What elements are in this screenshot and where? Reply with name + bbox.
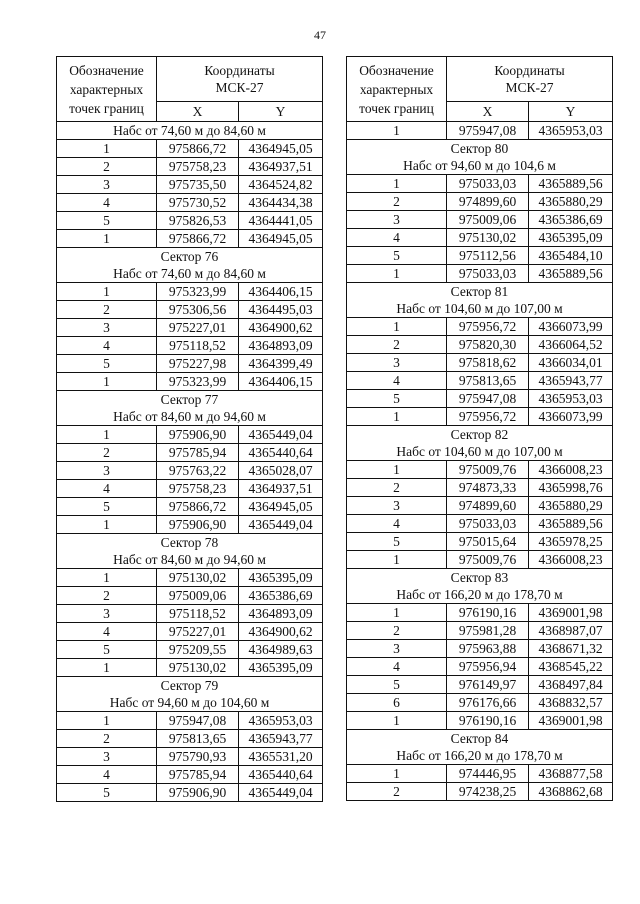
point-number-cell: 5 [347, 533, 447, 551]
height-range-row [57, 122, 323, 140]
point-number-cell: 1 [57, 712, 157, 730]
y-coordinate-cell: 4364900,62 [239, 623, 323, 641]
sector-title: Сектор 76 [57, 248, 323, 266]
x-coordinate-cell: 975813,65 [157, 730, 239, 748]
table-row [347, 497, 613, 515]
point-number-cell: 1 [347, 604, 447, 622]
y-coordinate-cell: 4365440,64 [239, 766, 323, 784]
sector-title-row [57, 391, 323, 409]
table-row [57, 444, 323, 462]
table-row [57, 730, 323, 748]
height-range-row [57, 408, 323, 426]
table-row [57, 748, 323, 766]
point-number-cell: 5 [57, 784, 157, 802]
x-coordinate-cell: 975906,90 [157, 784, 239, 802]
x-coordinate-cell: 976190,16 [447, 604, 529, 622]
point-number-cell: 1 [347, 408, 447, 426]
table-row [347, 694, 613, 712]
table-row [347, 551, 613, 569]
table-row [57, 516, 323, 534]
point-number-cell: 3 [57, 605, 157, 623]
y-coordinate-cell: 4365028,07 [239, 462, 323, 480]
height-range-row [347, 300, 613, 318]
point-number-cell: 4 [57, 766, 157, 784]
header-designation [347, 57, 447, 122]
point-number-cell: 3 [347, 354, 447, 372]
height-range-row [347, 443, 613, 461]
y-coordinate-cell: 4368877,58 [529, 765, 613, 783]
header-designation [57, 57, 157, 122]
header-y: Y [239, 102, 323, 122]
y-coordinate-cell: 4365978,25 [529, 533, 613, 551]
table-row [57, 712, 323, 730]
point-number-cell: 2 [347, 783, 447, 801]
height-range-row [57, 551, 323, 569]
point-number-cell: 6 [347, 694, 447, 712]
y-coordinate-cell: 4365943,77 [529, 372, 613, 390]
x-coordinate-cell: 975813,65 [447, 372, 529, 390]
point-number-cell: 1 [57, 283, 157, 301]
table-row [57, 659, 323, 677]
table-row [347, 193, 613, 211]
header-coordinates-line: Координаты [494, 63, 565, 78]
y-coordinate-cell: 4364893,09 [239, 605, 323, 623]
header-designation-line: точек границ [359, 100, 434, 116]
y-coordinate-cell: 4364441,05 [239, 212, 323, 230]
y-coordinate-cell: 4364524,82 [239, 176, 323, 194]
sector-title-row [347, 140, 613, 158]
x-coordinate-cell: 974899,60 [447, 497, 529, 515]
x-coordinate-cell: 975118,52 [157, 605, 239, 623]
header-coordinates-line: МСК-27 [215, 80, 264, 95]
point-number-cell: 5 [347, 247, 447, 265]
sector-title-row [347, 569, 613, 587]
table-row [57, 480, 323, 498]
y-coordinate-cell: 4365449,04 [239, 426, 323, 444]
table-row [57, 337, 323, 355]
sector-title: Сектор 77 [57, 391, 323, 409]
point-number-cell: 4 [57, 480, 157, 498]
x-coordinate-cell: 975785,94 [157, 766, 239, 784]
table-row [57, 462, 323, 480]
table-row [347, 712, 613, 730]
table-row [347, 229, 613, 247]
height-range-row [347, 157, 613, 175]
table-row [57, 373, 323, 391]
x-coordinate-cell: 975785,94 [157, 444, 239, 462]
sector-title: Сектор 83 [347, 569, 613, 587]
x-coordinate-cell: 975009,76 [447, 461, 529, 479]
y-coordinate-cell: 4365953,03 [529, 122, 613, 140]
point-number-cell: 1 [57, 426, 157, 444]
table-row [57, 176, 323, 194]
x-coordinate-cell: 975947,08 [447, 122, 529, 140]
x-coordinate-cell: 975820,30 [447, 336, 529, 354]
table-row [57, 230, 323, 248]
table-row [347, 122, 613, 140]
y-coordinate-cell: 4365889,56 [529, 265, 613, 283]
table-row [57, 784, 323, 802]
height-range-label: Набс от 104,60 м до 107,00 м [347, 300, 613, 318]
header-designation-line: точек границ [69, 100, 144, 116]
coordinates-table-right [346, 56, 613, 801]
table-row [57, 498, 323, 516]
header-designation-line: характерных [359, 81, 434, 97]
point-number-cell: 4 [57, 623, 157, 641]
y-coordinate-cell: 4365998,76 [529, 479, 613, 497]
y-coordinate-cell: 4365943,77 [239, 730, 323, 748]
table-row [347, 640, 613, 658]
x-coordinate-cell: 974238,25 [447, 783, 529, 801]
point-number-cell: 2 [347, 479, 447, 497]
sector-title-row [57, 248, 323, 266]
point-number-cell: 5 [57, 355, 157, 373]
y-coordinate-cell: 4368671,32 [529, 640, 613, 658]
table-row [57, 194, 323, 212]
x-coordinate-cell: 975306,56 [157, 301, 239, 319]
y-coordinate-cell: 4365395,09 [239, 659, 323, 677]
table-row [347, 461, 613, 479]
y-coordinate-cell: 4365889,56 [529, 515, 613, 533]
x-coordinate-cell: 975209,55 [157, 641, 239, 659]
x-coordinate-cell: 975735,50 [157, 176, 239, 194]
x-coordinate-cell: 976176,66 [447, 694, 529, 712]
x-coordinate-cell: 975130,02 [157, 659, 239, 677]
y-coordinate-cell: 4365880,29 [529, 497, 613, 515]
table-row [57, 623, 323, 641]
header-coordinates-line: Координаты [204, 63, 275, 78]
x-coordinate-cell: 975758,23 [157, 480, 239, 498]
sector-title: Сектор 79 [57, 677, 323, 695]
point-number-cell: 5 [57, 641, 157, 659]
height-range-label: Набс от 94,60 м до 104,6 м [347, 157, 613, 175]
height-range-row [57, 694, 323, 712]
x-coordinate-cell: 974899,60 [447, 193, 529, 211]
point-number-cell: 1 [347, 122, 447, 140]
x-coordinate-cell: 975947,08 [157, 712, 239, 730]
point-number-cell: 1 [347, 265, 447, 283]
x-coordinate-cell: 975763,22 [157, 462, 239, 480]
point-number-cell: 5 [57, 212, 157, 230]
x-coordinate-cell: 976149,97 [447, 676, 529, 694]
y-coordinate-cell: 4364989,63 [239, 641, 323, 659]
x-coordinate-cell: 975981,28 [447, 622, 529, 640]
x-coordinate-cell: 975033,03 [447, 265, 529, 283]
y-coordinate-cell: 4365484,10 [529, 247, 613, 265]
x-coordinate-cell: 974873,33 [447, 479, 529, 497]
y-coordinate-cell: 4364937,51 [239, 158, 323, 176]
sector-title-row [347, 283, 613, 301]
point-number-cell: 2 [57, 587, 157, 605]
table-row [347, 336, 613, 354]
height-range-label: Набс от 94,60 м до 104,60 м [57, 694, 323, 712]
y-coordinate-cell: 4366073,99 [529, 408, 613, 426]
x-coordinate-cell: 975963,88 [447, 640, 529, 658]
sector-title: Сектор 80 [347, 140, 613, 158]
point-number-cell: 1 [57, 230, 157, 248]
y-coordinate-cell: 4369001,98 [529, 712, 613, 730]
point-number-cell: 3 [57, 176, 157, 194]
table-row [57, 319, 323, 337]
height-range-label: Набс от 84,60 м до 94,60 м [57, 408, 323, 426]
point-number-cell: 4 [57, 337, 157, 355]
table-row [347, 658, 613, 676]
point-number-cell: 1 [347, 461, 447, 479]
point-number-cell: 2 [57, 301, 157, 319]
y-coordinate-cell: 4365531,20 [239, 748, 323, 766]
point-number-cell: 5 [57, 498, 157, 516]
table-row [347, 354, 613, 372]
table-row [347, 676, 613, 694]
point-number-cell: 2 [347, 622, 447, 640]
sector-title-row [57, 677, 323, 695]
x-coordinate-cell: 975033,03 [447, 175, 529, 193]
y-coordinate-cell: 4365386,69 [529, 211, 613, 229]
x-coordinate-cell: 975956,94 [447, 658, 529, 676]
height-range-row [347, 586, 613, 604]
height-range-label: Набс от 84,60 м до 94,60 м [57, 551, 323, 569]
x-coordinate-cell: 974446,95 [447, 765, 529, 783]
header-designation-line: характерных [69, 81, 144, 97]
point-number-cell: 1 [57, 373, 157, 391]
table-row [347, 372, 613, 390]
x-coordinate-cell: 975866,72 [157, 230, 239, 248]
y-coordinate-cell: 4366008,23 [529, 461, 613, 479]
header-designation-line: Обозначение [69, 62, 144, 78]
table-row [347, 622, 613, 640]
table-row [57, 426, 323, 444]
header-coordinates-line: МСК-27 [505, 80, 554, 95]
table-row [57, 605, 323, 623]
table-row [57, 587, 323, 605]
x-coordinate-cell: 975130,02 [157, 569, 239, 587]
table-row [347, 390, 613, 408]
point-number-cell: 3 [57, 462, 157, 480]
x-coordinate-cell: 976190,16 [447, 712, 529, 730]
y-coordinate-cell: 4369001,98 [529, 604, 613, 622]
point-number-cell: 2 [57, 158, 157, 176]
x-coordinate-cell: 975866,72 [157, 140, 239, 158]
table-row [57, 641, 323, 659]
table-row [347, 175, 613, 193]
table-row [347, 479, 613, 497]
y-coordinate-cell: 4368987,07 [529, 622, 613, 640]
height-range-label: Набс от 74,60 м до 84,60 м [57, 122, 323, 140]
y-coordinate-cell: 4365449,04 [239, 784, 323, 802]
sector-title-row [347, 426, 613, 444]
point-number-cell: 3 [347, 211, 447, 229]
y-coordinate-cell: 4366034,01 [529, 354, 613, 372]
y-coordinate-cell: 4366073,99 [529, 318, 613, 336]
point-number-cell: 1 [347, 175, 447, 193]
y-coordinate-cell: 4364434,38 [239, 194, 323, 212]
table-row [347, 515, 613, 533]
y-coordinate-cell: 4364406,15 [239, 283, 323, 301]
y-coordinate-cell: 4365889,56 [529, 175, 613, 193]
point-number-cell: 3 [347, 497, 447, 515]
header-coordinates [447, 57, 613, 102]
header-y: Y [529, 102, 613, 122]
x-coordinate-cell: 975015,64 [447, 533, 529, 551]
point-number-cell: 1 [57, 140, 157, 158]
sector-title: Сектор 82 [347, 426, 613, 444]
point-number-cell: 4 [347, 658, 447, 676]
x-coordinate-cell: 975790,93 [157, 748, 239, 766]
point-number-cell: 2 [57, 730, 157, 748]
point-number-cell: 5 [347, 390, 447, 408]
height-range-label: Набс от 74,60 м до 84,60 м [57, 265, 323, 283]
point-number-cell: 1 [347, 551, 447, 569]
table-row [347, 765, 613, 783]
x-coordinate-cell: 975009,76 [447, 551, 529, 569]
header-designation-line: Обозначение [359, 62, 434, 78]
x-coordinate-cell: 975758,23 [157, 158, 239, 176]
x-coordinate-cell: 975818,62 [447, 354, 529, 372]
point-number-cell: 1 [57, 516, 157, 534]
x-coordinate-cell: 975118,52 [157, 337, 239, 355]
point-number-cell: 4 [347, 372, 447, 390]
point-number-cell: 1 [347, 765, 447, 783]
x-coordinate-cell: 975730,52 [157, 194, 239, 212]
sector-title: Сектор 81 [347, 283, 613, 301]
sector-title-row [347, 730, 613, 748]
y-coordinate-cell: 4365395,09 [529, 229, 613, 247]
table-row [57, 212, 323, 230]
x-coordinate-cell: 975112,56 [447, 247, 529, 265]
table-row [57, 355, 323, 373]
height-range-row [57, 265, 323, 283]
coordinates-table-left [56, 56, 323, 802]
y-coordinate-cell: 4364893,09 [239, 337, 323, 355]
x-coordinate-cell: 975956,72 [447, 318, 529, 336]
point-number-cell: 1 [347, 712, 447, 730]
header-x: X [447, 102, 529, 122]
y-coordinate-cell: 4364945,05 [239, 140, 323, 158]
y-coordinate-cell: 4365395,09 [239, 569, 323, 587]
x-coordinate-cell: 975906,90 [157, 516, 239, 534]
table-row [347, 265, 613, 283]
table-row [57, 283, 323, 301]
x-coordinate-cell: 975009,06 [157, 587, 239, 605]
y-coordinate-cell: 4364495,03 [239, 301, 323, 319]
table-row [347, 408, 613, 426]
table-row [57, 766, 323, 784]
x-coordinate-cell: 975323,99 [157, 283, 239, 301]
page-number: 47 [314, 28, 326, 42]
x-coordinate-cell: 975227,01 [157, 319, 239, 337]
y-coordinate-cell: 4368862,68 [529, 783, 613, 801]
height-range-label: Набс от 166,20 м до 178,70 м [347, 747, 613, 765]
y-coordinate-cell: 4364945,05 [239, 498, 323, 516]
y-coordinate-cell: 4368545,22 [529, 658, 613, 676]
sector-title-row [57, 534, 323, 552]
x-coordinate-cell: 975009,06 [447, 211, 529, 229]
y-coordinate-cell: 4366008,23 [529, 551, 613, 569]
point-number-cell: 1 [347, 318, 447, 336]
x-coordinate-cell: 975906,90 [157, 426, 239, 444]
header-coordinates [157, 57, 323, 102]
table-row [57, 301, 323, 319]
x-coordinate-cell: 975323,99 [157, 373, 239, 391]
x-coordinate-cell: 975227,01 [157, 623, 239, 641]
y-coordinate-cell: 4365953,03 [239, 712, 323, 730]
point-number-cell: 1 [57, 659, 157, 677]
point-number-cell: 4 [347, 515, 447, 533]
header-x: X [157, 102, 239, 122]
y-coordinate-cell: 4364399,49 [239, 355, 323, 373]
point-number-cell: 4 [347, 229, 447, 247]
table-row [57, 158, 323, 176]
table-row [57, 140, 323, 158]
table-row [347, 604, 613, 622]
x-coordinate-cell: 975227,98 [157, 355, 239, 373]
y-coordinate-cell: 4364937,51 [239, 480, 323, 498]
x-coordinate-cell: 975826,53 [157, 212, 239, 230]
table-row [347, 318, 613, 336]
point-number-cell: 4 [57, 194, 157, 212]
y-coordinate-cell: 4368497,84 [529, 676, 613, 694]
sector-title: Сектор 78 [57, 534, 323, 552]
y-coordinate-cell: 4364900,62 [239, 319, 323, 337]
point-number-cell: 2 [347, 193, 447, 211]
y-coordinate-cell: 4364945,05 [239, 230, 323, 248]
height-range-row [347, 747, 613, 765]
y-coordinate-cell: 4365386,69 [239, 587, 323, 605]
x-coordinate-cell: 975866,72 [157, 498, 239, 516]
y-coordinate-cell: 4365953,03 [529, 390, 613, 408]
y-coordinate-cell: 4365449,04 [239, 516, 323, 534]
x-coordinate-cell: 975956,72 [447, 408, 529, 426]
height-range-label: Набс от 104,60 м до 107,00 м [347, 443, 613, 461]
point-number-cell: 2 [57, 444, 157, 462]
point-number-cell: 2 [347, 336, 447, 354]
table-row [57, 569, 323, 587]
point-number-cell: 1 [57, 569, 157, 587]
point-number-cell: 3 [57, 319, 157, 337]
y-coordinate-cell: 4368832,57 [529, 694, 613, 712]
y-coordinate-cell: 4364406,15 [239, 373, 323, 391]
point-number-cell: 3 [347, 640, 447, 658]
table-row [347, 533, 613, 551]
x-coordinate-cell: 975130,02 [447, 229, 529, 247]
y-coordinate-cell: 4365440,64 [239, 444, 323, 462]
point-number-cell: 5 [347, 676, 447, 694]
point-number-cell: 3 [57, 748, 157, 766]
x-coordinate-cell: 975947,08 [447, 390, 529, 408]
table-row [347, 211, 613, 229]
x-coordinate-cell: 975033,03 [447, 515, 529, 533]
table-row [347, 247, 613, 265]
y-coordinate-cell: 4366064,52 [529, 336, 613, 354]
table-row [347, 783, 613, 801]
y-coordinate-cell: 4365880,29 [529, 193, 613, 211]
height-range-label: Набс от 166,20 м до 178,70 м [347, 586, 613, 604]
sector-title: Сектор 84 [347, 730, 613, 748]
